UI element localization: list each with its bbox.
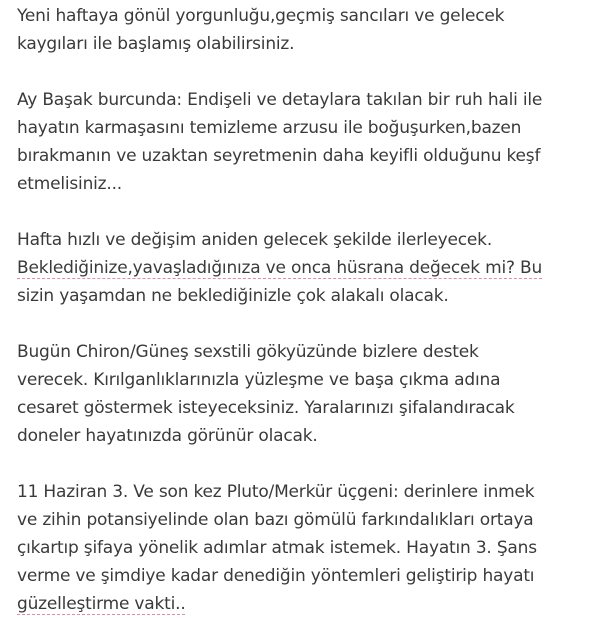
text-line: sizin yaşamdan ne beklediğinizle çok alakalı olacak. xyxy=(17,286,449,306)
text-line: Hafta hızlı ve değişim aniden gelecek şekilde ilerleyecek. xyxy=(17,230,493,250)
text-line: kaygıları ile başlamış olabilirsiniz. xyxy=(17,34,295,54)
paragraph-intro xyxy=(17,2,586,58)
text-line: çıkartıp şifaya yönelik adımlar atmak istemek. Hayatın 3. Şans xyxy=(17,538,537,558)
text-line: hayatın karmaşasını temizleme arzusu ile boğuşurken,bazen xyxy=(17,118,522,138)
text-line: doneler hayatınızda görünür olacak. xyxy=(17,426,318,446)
text-line: 11 Haziran 3. Ve son kez Pluto/Merkür üçgeni: derinlere inmek xyxy=(17,482,535,502)
text-line: Yeni haftaya gönül yorgunluğu,geçmiş sancıları ve gelecek xyxy=(17,6,505,26)
text-line-spellcheck: Beklediğinize,yavaşladığınıza ve onca hüsrana değecek mi? Bu xyxy=(17,258,543,278)
text-line: etmelisiniz... xyxy=(17,174,123,194)
text-line: bırakmanın ve uzaktan seyretmenin daha keyifli olduğunu keşf xyxy=(17,146,541,166)
text-line: Ay Başak burcunda: Endişeli ve detaylara takılan bir ruh hali ile xyxy=(17,90,543,110)
paragraph-pluto-mercury xyxy=(17,478,586,618)
text-line: verecek. Kırılganlıklarınızla yüzleşme ve başa çıkma adına xyxy=(17,370,501,390)
text-line: ve zihin potansiyelinde olan bazı gömülü farkındalıkları ortaya xyxy=(17,510,534,530)
text-line: cesaret göstermek isteyeceksiniz. Yaralarınızı şifalandıracak xyxy=(17,398,515,418)
text-line: Bugün Chiron/Güneş sexstili gökyüzünde bizlere destek xyxy=(17,342,479,362)
paragraph-moon-virgo xyxy=(17,86,586,198)
text-line: verme ve şimdiye kadar denediğin yöntemleri geliştirip hayatı xyxy=(17,566,535,586)
text-line-spellcheck: güzelleştirme vakti.. xyxy=(17,594,186,614)
paragraph-chiron-sun xyxy=(17,338,586,450)
paragraph-week-change xyxy=(17,226,586,310)
